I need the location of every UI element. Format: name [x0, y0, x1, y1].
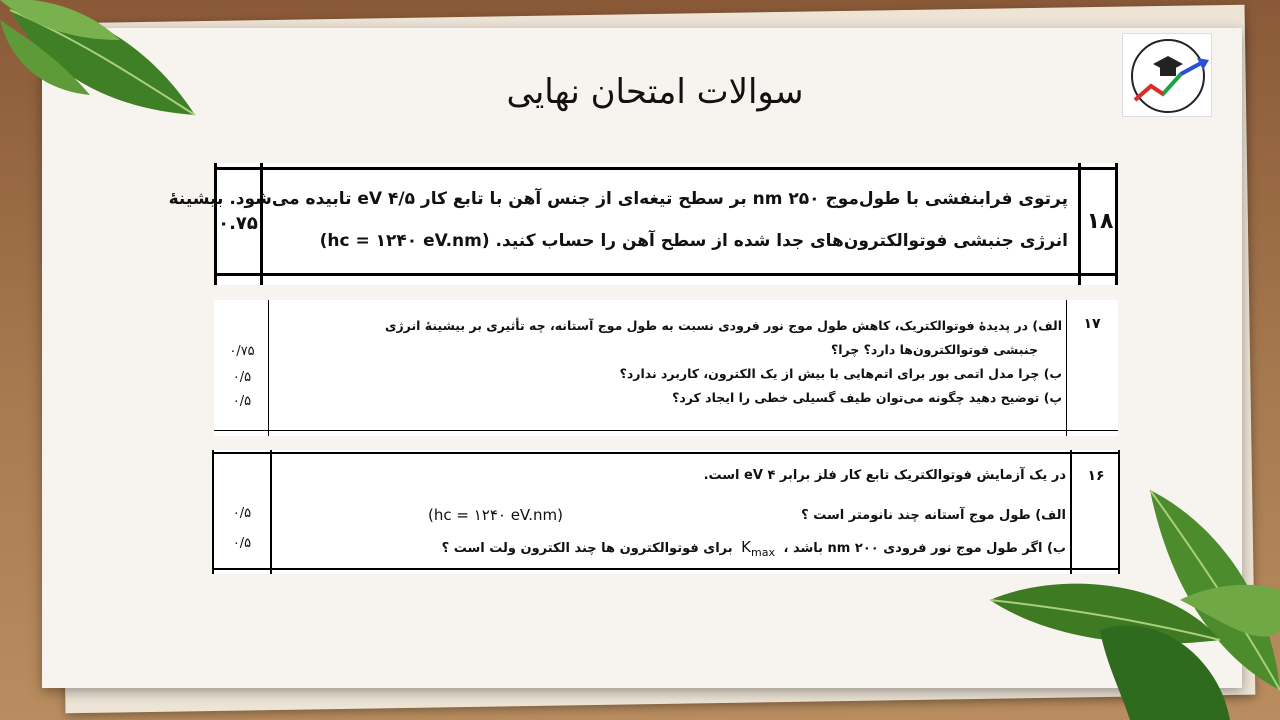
- question-score: ۰/۷۵: [229, 344, 255, 359]
- question-score: ۰/۵: [232, 506, 252, 521]
- leaf-decoration-bottom-right: [980, 480, 1280, 720]
- question-text-line: الف) در پدیدهٔ فوتوالکتریک، کاهش طول موج نور فرودی نسبت به طول موج آستانه، چه تأثیری بر بیشینهٔ انرژی: [385, 318, 1062, 333]
- kmax-symbol: $K_{max}$: [741, 538, 775, 559]
- part-b-post: برای فوتوالکترون ها چند الکترون ولت است ؟: [441, 541, 733, 556]
- question-score: ۰.۷۵: [218, 213, 258, 234]
- question-score: ۰/۵: [232, 536, 252, 551]
- question-text-line: [442, 538, 1066, 559]
- question-18-box: [168, 163, 1118, 285]
- question-text-line: در یک آزمایش فوتوالکتریک تابع کار فلز برابر ۴ eV است.: [703, 468, 1066, 483]
- question-text-line: الف) طول موج آستانه چند نانومتر است ؟: [801, 508, 1066, 523]
- question-score: ۰/۵: [232, 394, 252, 409]
- question-number: ۱۶: [1087, 468, 1105, 484]
- question-text-line: ب) چرا مدل اتمی بور برای اتم‌هایی با بیش از یک الکترون، کاربرد ندارد؟: [619, 366, 1062, 381]
- question-number: ۱۸: [1086, 209, 1114, 234]
- question-17-box: [214, 300, 1118, 436]
- school-logo: [1122, 33, 1212, 117]
- question-text-line: پ) توضیح دهید چگونه می‌توان طیف گسیلی خطی را ایجاد کرد؟: [672, 390, 1062, 405]
- question-text-line: پرتوی فرابنفشی با طول‌موج ۲۵۰ nm بر سطح تیغه‌ای از جنس آهن با تابع کار ۴/۵ eV تابیده می‌شود. بیشینهٔ: [168, 189, 1068, 209]
- question-text-line: جنبشی فوتوالکترون‌ها دارد؟ چرا؟: [831, 342, 1038, 357]
- part-b-pre: ب) اگر طول موج نور فرودی ۲۰۰ nm باشد ،: [783, 541, 1066, 556]
- hc-constant: (hc = ۱۲۴۰ eV.nm): [428, 506, 563, 524]
- question-number: ۱۷: [1083, 316, 1101, 332]
- slide-title: سوالات امتحان نهایی: [506, 72, 804, 112]
- graduation-cap-growth-icon: [1123, 34, 1213, 118]
- question-text-line: انرژی جنبشی فوتوالکترون‌های جدا شده از سطح آهن را حساب کنید. (hc = ۱۲۴۰ eV.nm): [319, 231, 1068, 251]
- question-score: ۰/۵: [232, 370, 252, 385]
